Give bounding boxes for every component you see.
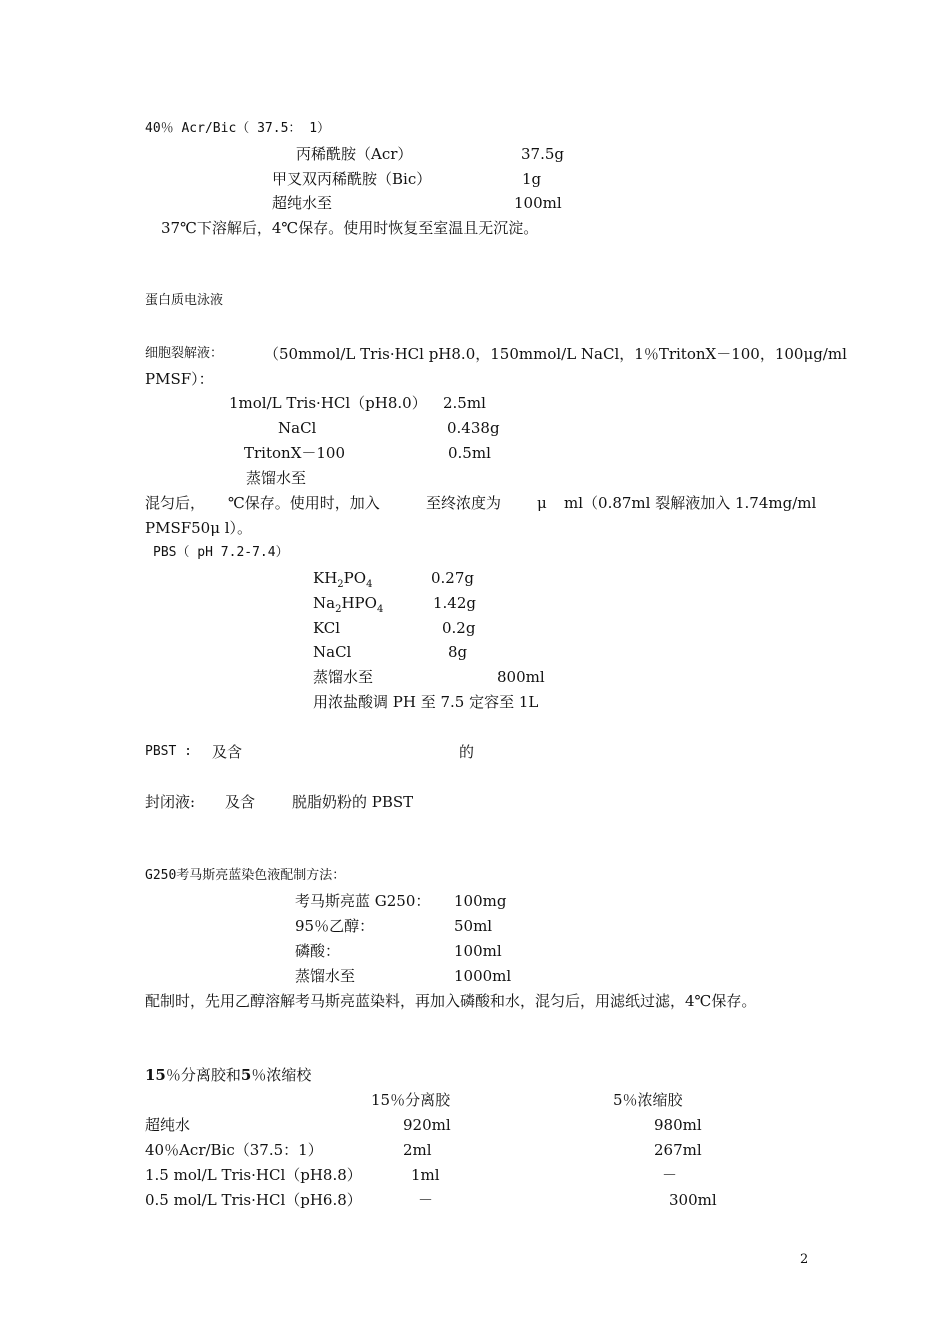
pbs-row-amount: 0.2g [442,619,476,637]
lysis-row-name: NaCl [278,419,317,437]
lysis-row-amount: 0.438g [447,419,500,437]
pbs-heading: PBS（ pH 7.2-7.4） [153,545,289,560]
lysis-formula-cont: PMSF）： [145,370,214,388]
pbs-row-name: NaCl [313,643,352,661]
pbst-of: 的 [459,743,475,761]
pbs-row-name: KCl [313,619,341,637]
lysis-note-b: ℃保存。使用时，加入 [228,494,380,512]
coomassie-row-name: 考马斯亮蓝 G250： [295,892,431,910]
bic-row-amount: 1g [522,170,542,188]
coomassie-row-amount: 50ml [454,917,493,935]
pbst-label: PBST : [145,744,192,759]
pbs-adjust-note: 用浓盐酸调 PH 至 7.5 定容至 1L [313,693,539,711]
pbs-row-name: $KH_2PO_4$ [313,569,373,590]
pbs-row-amount: 800ml [497,668,545,686]
pbs-row-amount: 8g [448,643,468,661]
pbs-row-amount: 1.42g [433,594,477,612]
blocking-milk: 脱脂奶粉的 PBST [292,793,414,811]
section-title: 蛋白质电泳液 [145,293,224,308]
coomassie-row-name: 95％乙醇： [295,917,375,935]
page-number: 2 [800,1252,809,1267]
lysis-note-c: 至终浓度为 [426,494,502,512]
lysis-note-line2: PMSF50μ l）。 [145,519,253,537]
lysis-formula: （50mmol/L Tris·HCl pH8.0，150mmol/L NaCl，1％TritonX－100，100μg/ml [264,345,847,363]
coomassie-row-amount: 100mg [454,892,507,910]
gel-title: 15％分离胶和5％浓缩校 [145,1066,312,1084]
gel-row-v2: － [662,1166,678,1184]
coomassie-row-name: 蒸馏水至 [295,967,356,985]
blocking-label: 封闭液: [145,793,196,811]
gel-row-v2: 267ml [654,1141,702,1159]
coomassie-row-amount: 1000ml [454,967,512,985]
lysis-row-name: 蒸馏水至 [246,469,307,487]
gel-row-name: 1.5 mol/L Tris·HCl（pH8.8） [145,1166,362,1184]
lysis-label: 细胞裂解液： [145,346,224,361]
gel-row-name: 40％Acr/Bic（37.5：1） [145,1141,323,1159]
gel-row-v1: 920ml [403,1116,451,1134]
gel-col-header-stacking: 5％浓缩胶 [613,1091,683,1109]
lysis-note-a: 混匀后， [145,494,206,512]
lysis-note-e: ml（0.87ml 裂解液加入 1.74mg/ml [564,494,817,512]
gel-row-name: 超纯水 [145,1116,191,1134]
gel-row-v1: － [418,1191,434,1209]
lysis-row-amount: 0.5ml [448,444,491,462]
pbst-and-contains: 及含 [212,743,243,761]
lysis-row-name: 1mol/L Tris·HCl（pH8.0） [229,394,427,412]
coomassie-heading: G250考马斯亮蓝染色液配制方法： [145,868,346,883]
gel-row-v1: 2ml [403,1141,432,1159]
lysis-row-name: TritonX－100 [244,444,346,462]
gel-row-v2: 300ml [669,1191,717,1209]
coomassie-note: 配制时，先用乙醇溶解考马斯亮蓝染料，再加入磷酸和水，混匀后，用滤纸过滤，4℃保存。 [145,992,757,1010]
bic-row-name: 甲叉双丙稀酰胺（Bic） [272,170,432,188]
water-row-name: 超纯水至 [272,194,333,212]
gel-row-v2: 980ml [654,1116,702,1134]
acr-row-amount: 37.5g [521,145,565,163]
acr-bic-heading: 40％ Acr/Bic（ 37.5： 1） [145,121,331,136]
gel-row-v1: 1ml [411,1166,440,1184]
lysis-note-d: μ [537,494,547,512]
gel-col-header-separating: 15％分离胶 [371,1091,451,1109]
pbs-row-amount: 0.27g [431,569,475,587]
acr-bic-note: 37℃下溶解后，4℃保存。使用时恢复至室温且无沉淀。 [161,219,539,237]
water-row-amount: 100ml [514,194,562,212]
acr-row-name: 丙稀酰胺（Acr） [296,145,413,163]
coomassie-row-amount: 100ml [454,942,502,960]
lysis-row-amount: 2.5ml [443,394,486,412]
pbs-row-name: 蒸馏水至 [313,668,374,686]
gel-row-name: 0.5 mol/L Tris·HCl（pH6.8） [145,1191,362,1209]
pbs-row-name: $Na_2HPO_4$ [313,594,384,615]
coomassie-row-name: 磷酸： [295,942,341,960]
blocking-and-contains: 及含 [225,793,256,811]
